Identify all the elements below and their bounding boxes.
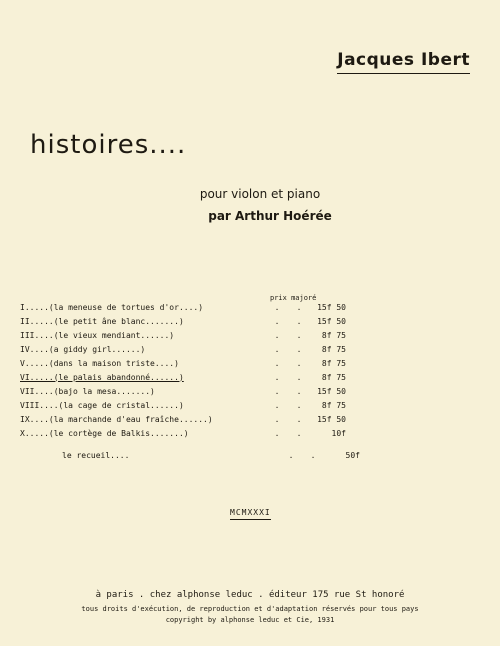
arranger: par Arthur Hoérée bbox=[208, 209, 332, 223]
piece-title: V.....(dans la maison triste....) bbox=[20, 358, 179, 368]
instrumentation: pour violon et piano bbox=[199, 187, 321, 201]
piece-title: II.....(le petit âne blanc.......) bbox=[20, 316, 184, 326]
piece-title: VII....(bajo la mesa.......) bbox=[20, 386, 155, 396]
recueil-row: le recueil.... . . 50f bbox=[20, 448, 360, 462]
work-title: histoires.... bbox=[30, 130, 187, 160]
piece-title: X.....(le cortège de Balkis.......) bbox=[20, 428, 189, 438]
recueil-label: le recueil.... bbox=[62, 450, 130, 460]
piece-price: 8f 75 bbox=[321, 400, 346, 410]
piece-title: III....(le vieux mendiant......) bbox=[20, 330, 175, 340]
list-item: IV....(a giddy girl......) . . 8f 75 bbox=[20, 344, 346, 354]
piece-price: 15f 50 bbox=[317, 316, 346, 326]
list-item: VI.....(le palais abandonné......) . . 8f 75 bbox=[20, 372, 346, 382]
list-item: V.....(dans la maison triste....) . . 8f 75 bbox=[20, 358, 346, 368]
copyright-notice: copyright by alphonse leduc et Cie, 1931 bbox=[165, 616, 335, 624]
piece-price: 8f 75 bbox=[321, 372, 346, 382]
price-header: prix majoré bbox=[270, 294, 317, 302]
piece-title: I.....(la meneuse de tortues d'or....) bbox=[20, 302, 204, 312]
list-item: II.....(le petit âne blanc.......) . . 15f 50 bbox=[20, 316, 346, 326]
piece-price: 10f bbox=[331, 428, 346, 438]
composer-name: Jacques Ibert bbox=[337, 50, 470, 74]
piece-price: 8f 75 bbox=[321, 344, 346, 354]
piece-price: 8f 75 bbox=[321, 358, 346, 368]
piece-price: 15f 50 bbox=[317, 414, 346, 424]
list-item: VIII....(la cage de cristal......) . . 8f 75 bbox=[20, 400, 346, 410]
piece-title: VI.....(le palais abandonné......) bbox=[20, 372, 184, 382]
piece-price: 15f 50 bbox=[317, 302, 346, 312]
list-item: I.....(la meneuse de tortues d'or....) . . 15f 50 bbox=[20, 302, 346, 312]
recueil-price: 50f bbox=[345, 450, 360, 460]
list-item: IX....(la marchande d'eau fraîche......) . . 15f 50 bbox=[20, 414, 346, 424]
piece-title: IX....(la marchande d'eau fraîche......) bbox=[20, 414, 213, 424]
piece-title: IV....(a giddy girl......) bbox=[20, 344, 146, 354]
contents-list bbox=[20, 300, 360, 462]
publication-year: MCMXXXI bbox=[230, 508, 271, 520]
publisher-address: à paris . chez alphonse leduc . éditeur 175 rue St honoré bbox=[95, 590, 405, 600]
rights-notice: tous droits d'exécution, de reproduction et d'adaptation réservés pour tous pays bbox=[81, 605, 419, 613]
list-item: X.....(le cortège de Balkis.......) . . 10f bbox=[20, 428, 346, 438]
piece-price: 15f 50 bbox=[317, 386, 346, 396]
list-item: VII....(bajo la mesa.......) . . 15f 50 bbox=[20, 386, 346, 396]
piece-title: VIII....(la cage de cristal......) bbox=[20, 400, 184, 410]
piece-price: 8f 75 bbox=[321, 330, 346, 340]
list-item: III....(le vieux mendiant......) . . 8f 75 bbox=[20, 330, 346, 340]
